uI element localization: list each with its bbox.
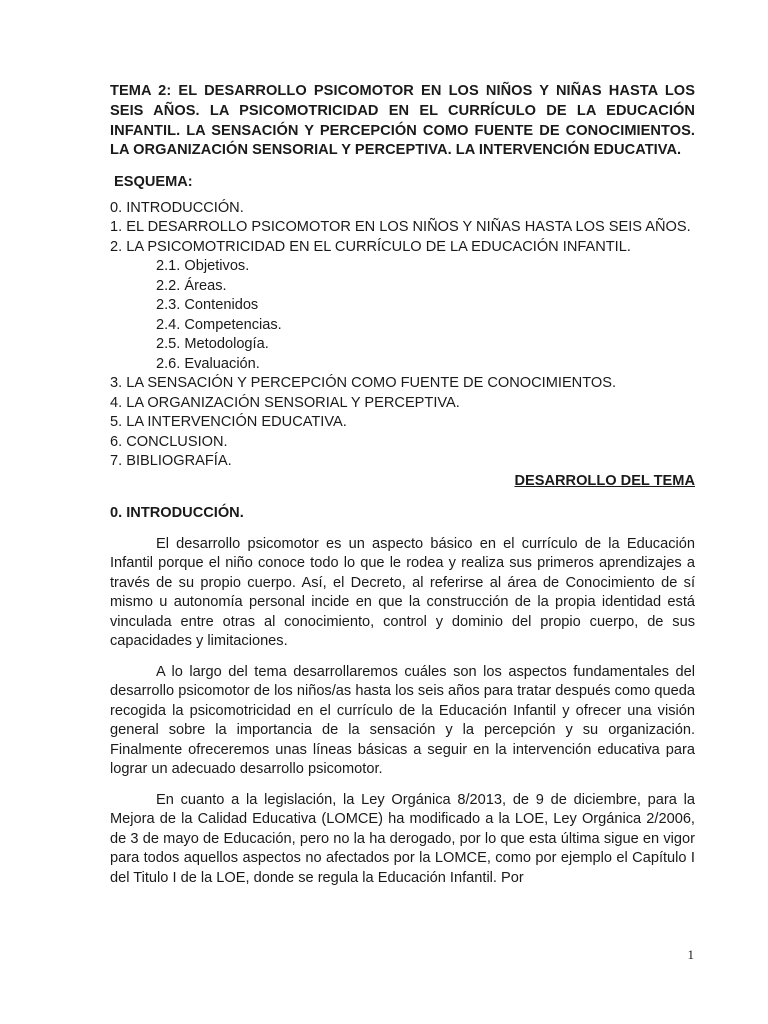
toc-subitem: 2.1. Objetivos. — [156, 258, 250, 275]
toc-item: 2. LA PSICOMOTRICIDAD EN EL CURRÍCULO DE LA EDUCACIÓN INFANTIL. — [110, 238, 631, 255]
toc-item: 6. CONCLUSION. — [110, 433, 228, 450]
toc-item: 5. LA INTERVENCIÓN EDUCATIVA. — [110, 414, 347, 431]
document-page — [110, 82, 695, 888]
toc-subitem: 2.6. Evaluación. — [156, 355, 260, 372]
toc-item: 3. LA SENSACIÓN Y PERCEPCIÓN COMO FUENTE DE CONOCIMIENTOS. — [110, 375, 617, 392]
esquema-label: ESQUEMA: — [114, 174, 193, 191]
toc-item: 7. BIBLIOGRAFÍA. — [110, 453, 232, 470]
development-title: DESARROLLO DEL TEMA — [514, 472, 695, 489]
paragraph: A lo largo del tema desarrollaremos cuáles son los aspectos fundamentales del desarrollo psicomotor de los niños/as hasta los seis años para tratar después como queda recogida la psicomotricidad en el currículo de la Educación Infantil y ofrecer una visión general sobre la importancia de la sensación y la percepción y su organización. Finalmente ofreceremos unas líneas básicas a seguir en la intervención educativa para lograr un adecuado desarrollo psicomotor. — [110, 663, 695, 778]
toc-subitem: 2.5. Metodología. — [156, 336, 269, 353]
toc-item: 1. EL DESARROLLO PSICOMOTOR EN LOS NIÑOS Y NIÑAS HASTA LOS SEIS AÑOS. — [110, 219, 691, 236]
toc-subitem: 2.4. Competencias. — [156, 316, 282, 333]
toc-subitem: 2.3. Contenidos — [156, 297, 259, 314]
paragraph: El desarrollo psicomotor es un aspecto básico en el currículo de la Educación Infantil porque el niño conoce todo lo que le rodea y realiza sus primeros aprendizajes a través de su propio cuerpo. Así, el Decreto, al referirse al área de Conocimiento de sí mismo u autonomía personal incide en que la construcción de la propia identidad está vinculada entre otras al conocimiento, control y dominio del propio cuerpo, de sus capacidades y limitaciones. — [110, 535, 695, 650]
document-title: TEMA 2: EL DESARROLLO PSICOMOTOR EN LOS NIÑOS Y NIÑAS HASTA LOS SEIS AÑOS. LA PSICOMOTRICIDAD EN EL CURRÍCULO DE LA EDUCACIÓN INFANTIL. LA SENSACIÓN Y PERCEPCIÓN COMO FUENTE DE CONOCIMIENTOS. LA ORGANIZACIÓN SENSORIAL Y PERCEPTIVA. LA INTERVENCIÓN EDUCATIVA. — [110, 83, 695, 159]
paragraph: En cuanto a la legislación, la Ley Orgánica 8/2013, de 9 de diciembre, para la Mejora de la Calidad Educativa (LOMCE) ha modificado a la LOE, Ley Orgánica 2/2006, de 3 de mayo de Educación, pero no la ha derogado, por lo que esta última sigue en vigor para todos aquellos aspectos no afectados por la LOMCE, como por ejemplo el Capítulo I del Titulo I de la LOE, donde se regula la Educación Infantil. Por — [110, 791, 695, 886]
table-of-contents — [110, 199, 695, 472]
toc-item: 0. INTRODUCCIÓN. — [110, 199, 244, 216]
toc-item: 4. LA ORGANIZACIÓN SENSORIAL Y PERCEPTIVA. — [110, 394, 460, 411]
section-heading: 0. INTRODUCCIÓN. — [110, 505, 244, 522]
toc-subitem: 2.2. Áreas. — [156, 277, 227, 294]
page-number: 1 — [687, 947, 694, 962]
